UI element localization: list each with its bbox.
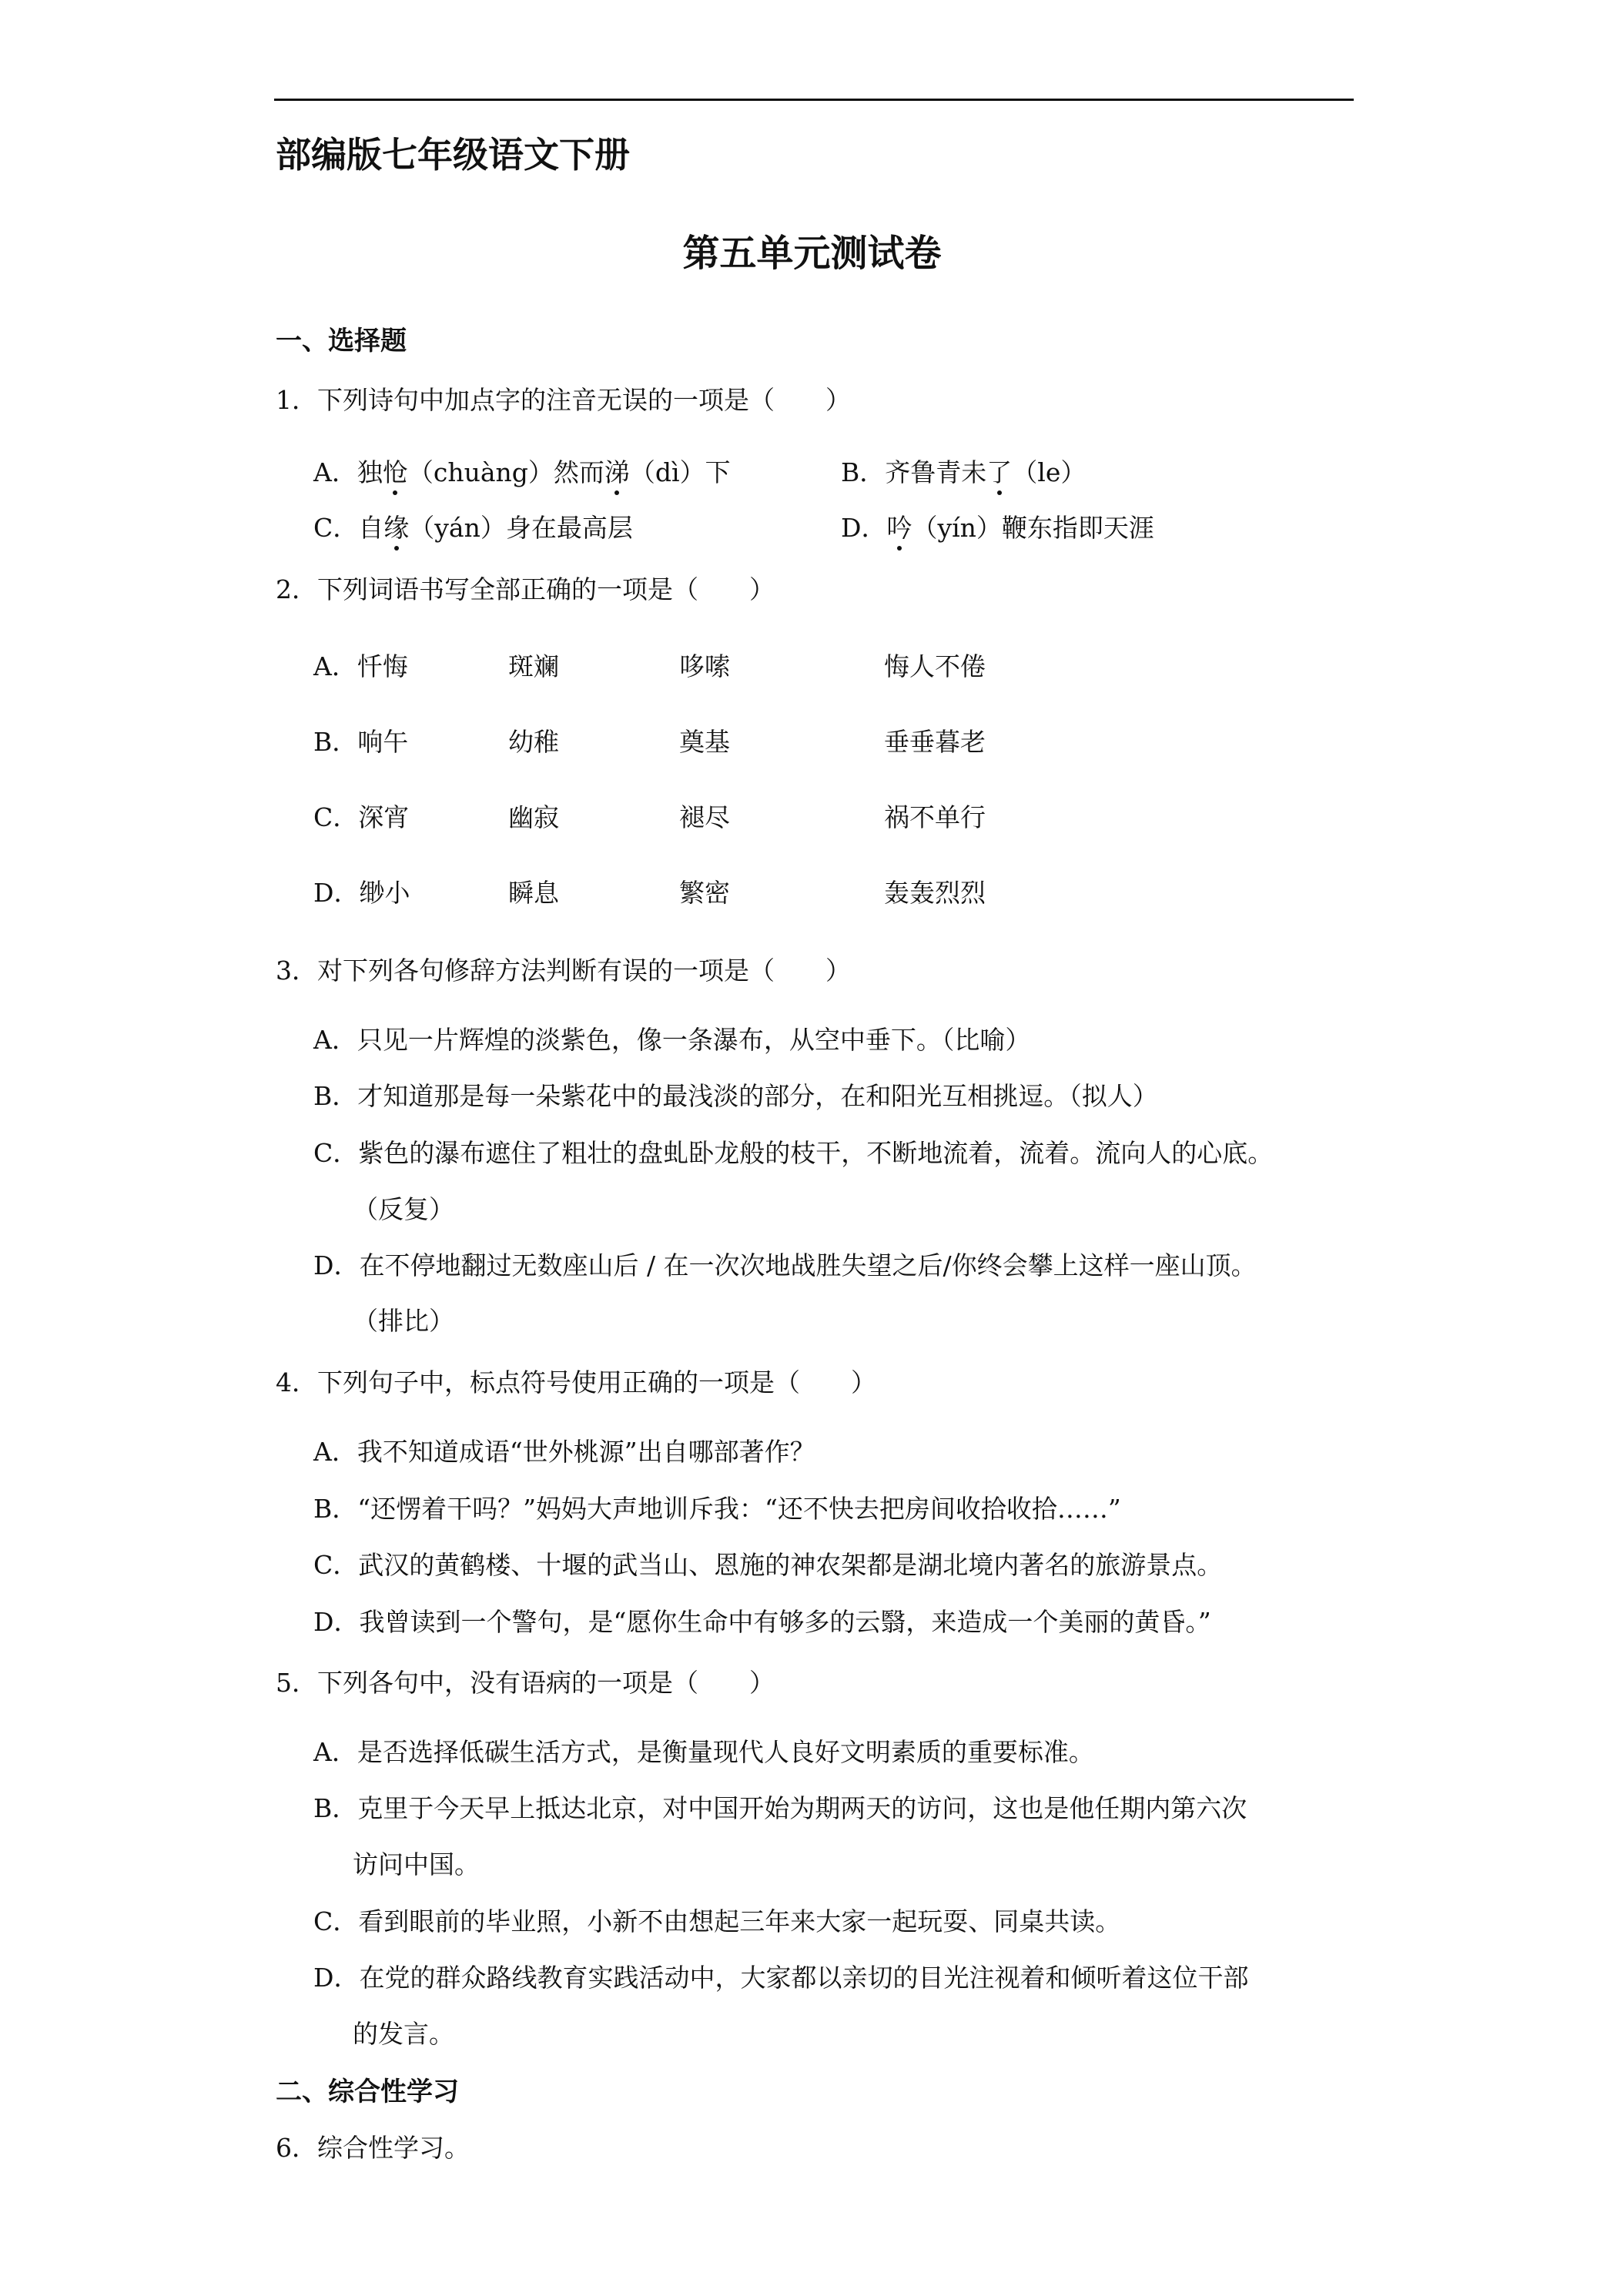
paper-title: 第五单元测试卷 [682,232,942,275]
question-1-option-b: B．齐鲁青未了（le） [841,453,1086,489]
question-2-option-d-word-2: 瞬息 [508,878,559,908]
question-3-option-b: B．才知道那是每一朵紫花中的最浅淡的部分，在和阳光互相挑逗。（拟人） [313,1081,1158,1111]
question-5-stem: 5．下列各句中，没有语病的一项是（ ） [276,1668,775,1698]
dotted-char: 了 [986,453,1012,489]
question-6-stem: 6．综合性学习。 [276,2133,470,2163]
question-4-option-a: A．我不知道成语“世外桃源”出自哪部著作？ [313,1437,815,1467]
question-5-option-a: A．是否选择低碳生活方式，是衡量现代人良好文明素质的重要标准。 [313,1737,1094,1767]
question-3-stem: 3．对下列各句修辞方法判断有误的一项是（ ） [276,956,851,986]
question-5-option-b-cont: 访问中国。 [353,1849,480,1879]
question-2-option-d-word-4: 轰轰烈烈 [884,878,986,908]
question-2-option-a-word-4: 悔人不倦 [884,651,986,681]
question-2-option-b-label: B．响午 [313,727,409,757]
question-1-option-a: A．独怆（chuàng）然而涕（dì）下 [313,453,731,489]
question-5-option-b: B．克里于今天早上抵达北京，对中国开始为期两天的访问，这也是他任期内第六次 [313,1793,1247,1823]
question-2-option-a-label: A．忏悔 [313,651,408,681]
section-heading-choice: 一、选择题 [276,326,407,356]
section-heading-integrated: 二、综合性学习 [276,2077,459,2107]
question-2-option-c-word-4: 祸不单行 [884,802,986,832]
dotted-char: 怆 [383,453,408,489]
question-3-option-c: C．紫色的瀑布遮住了粗壮的盘虬卧龙般的枝干，不断地流着，流着。流向人的心底。 [313,1138,1274,1168]
dotted-char: 缘 [383,508,409,544]
question-2-option-b-word-3: 奠基 [679,727,730,757]
header-rule [274,99,1354,101]
question-3-option-a: A．只见一片辉煌的淡紫色，像一条瀑布，从空中垂下。（比喻） [313,1025,1031,1055]
series-title: 部编版七年级语文下册 [276,134,630,176]
question-4-option-b: B．“还愣着干吗？”妈妈大声地训斥我：“还不快去把房间收拾收拾……” [313,1494,1121,1524]
question-4-option-c: C．武汉的黄鹤楼、十堰的武当山、恩施的神农架都是湖北境内著名的旅游景点。 [313,1550,1223,1580]
question-3-option-d-note: （排比） [353,1306,454,1336]
question-5-option-d: D．在党的群众路线教育实践活动中，大家都以亲切的目光注视着和倾听着这位干部 [313,1963,1249,1993]
question-2-option-d-label: D．缈小 [313,878,410,908]
question-2-option-c-label: C．深宵 [313,802,410,832]
question-2-option-a-word-3: 哆嗦 [679,651,730,681]
dotted-char: 吟 [886,508,912,544]
question-5-option-d-cont: 的发言。 [353,2019,454,2049]
question-2-option-b-word-2: 幼稚 [508,727,559,757]
question-2-option-d-word-3: 繁密 [679,878,730,908]
dotted-char: 涕 [604,453,630,489]
question-4-option-d: D．我曾读到一个警句，是“愿你生命中有够多的云翳，来造成一个美丽的黄昏。” [313,1607,1211,1637]
question-1-stem: 1．下列诗句中加点字的注音无误的一项是（ ） [276,385,851,415]
question-2-option-c-word-2: 幽寂 [508,802,559,832]
question-4-stem: 4．下列句子中，标点符号使用正确的一项是（ ） [276,1367,876,1397]
question-3-option-c-note: （反复） [353,1194,454,1224]
question-3-option-d: D．在不停地翻过无数座山后 / 在一次次地战胜失望之后/你终会攀上这样一座山顶。 [313,1250,1257,1280]
question-1-option-d: D．吟（yín）鞭东指即天涯 [841,508,1154,544]
question-2-stem: 2．下列词语书写全部正确的一项是（ ） [276,574,775,604]
question-1-option-c: C．自缘（yán）身在最高层 [313,508,633,544]
question-5-option-c: C．看到眼前的毕业照，小新不由想起三年来大家一起玩耍、同桌共读。 [313,1906,1121,1936]
question-2-option-c-word-3: 褪尽 [679,802,730,832]
question-2-option-a-word-2: 斑斓 [508,651,559,681]
question-2-option-b-word-4: 垂垂暮老 [884,727,986,757]
